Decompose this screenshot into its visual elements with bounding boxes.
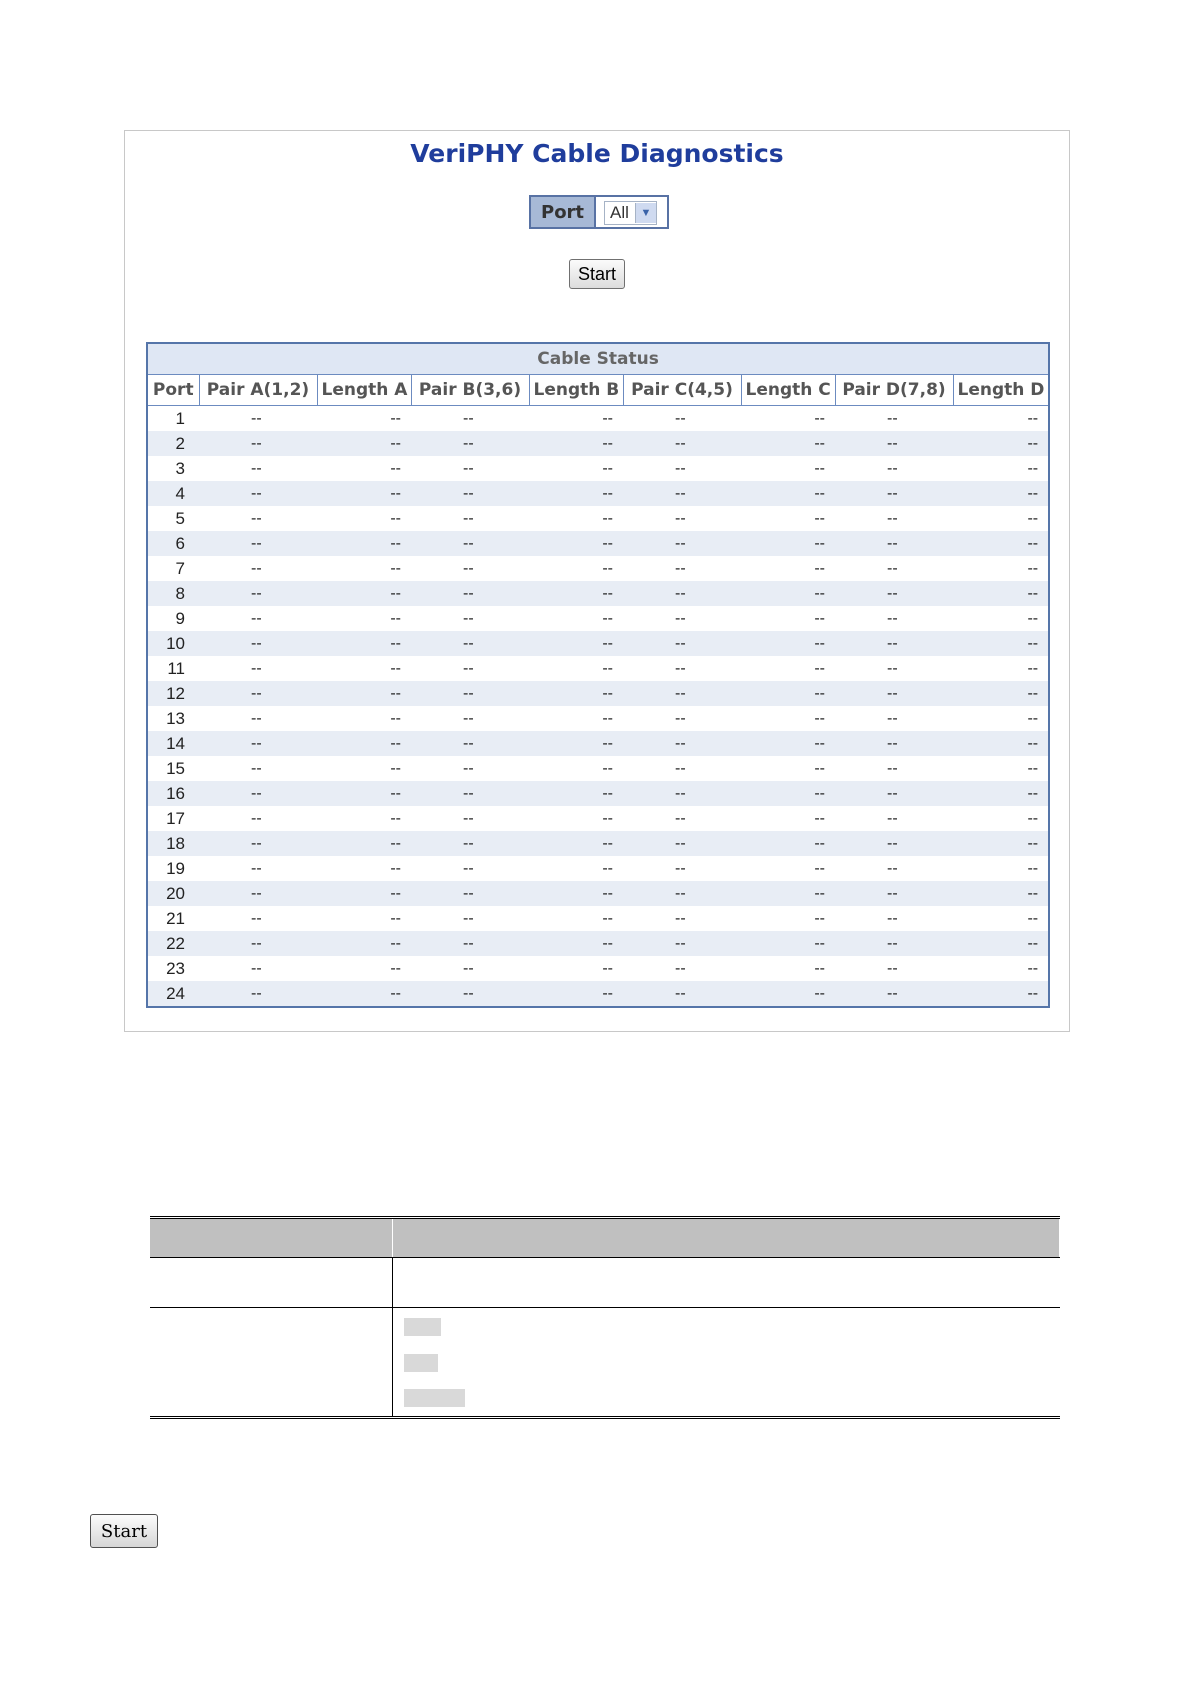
status-cell: -- (411, 731, 529, 756)
status-cell: -- (529, 881, 623, 906)
status-cell: -- (411, 506, 529, 531)
status-cell: -- (741, 531, 835, 556)
status-cell: -- (199, 556, 317, 581)
status-cell: -- (199, 681, 317, 706)
status-cell: -- (953, 506, 1049, 531)
status-cell: -- (199, 481, 317, 506)
status-cell: -- (623, 906, 741, 931)
status-cell: -- (411, 831, 529, 856)
table-row (147, 881, 1049, 906)
status-cell: -- (741, 506, 835, 531)
status-cell: -- (835, 456, 953, 481)
status-cell: -- (317, 631, 411, 656)
status-cell: -- (199, 406, 317, 432)
status-cell: -- (953, 781, 1049, 806)
status-cell: -- (835, 606, 953, 631)
status-cell: -- (317, 406, 411, 432)
status-cell: -- (529, 406, 623, 432)
table-row (147, 431, 1049, 456)
status-cell: -- (623, 456, 741, 481)
status-cell: -- (741, 731, 835, 756)
status-cell: -- (317, 781, 411, 806)
table-row (147, 731, 1049, 756)
status-cell: -- (741, 431, 835, 456)
status-cell: -- (199, 606, 317, 631)
status-cell: -- (741, 931, 835, 956)
status-cell: -- (741, 481, 835, 506)
status-cell: -- (199, 831, 317, 856)
status-cell: -- (199, 881, 317, 906)
chevron-down-icon[interactable]: ▼ (635, 203, 656, 223)
status-cell: -- (199, 706, 317, 731)
status-cell: -- (317, 856, 411, 881)
status-cell: -- (317, 906, 411, 931)
port-cell: 18 (147, 831, 199, 856)
table-row (147, 581, 1049, 606)
table-row (147, 781, 1049, 806)
status-cell: -- (835, 706, 953, 731)
status-cell: -- (199, 531, 317, 556)
table-row (147, 481, 1049, 506)
veriphy-panel (124, 130, 1070, 1032)
status-cell: -- (953, 981, 1049, 1007)
status-cell: -- (623, 731, 741, 756)
port-cell: 15 (147, 756, 199, 781)
column-header: Length C (741, 375, 835, 406)
status-cell: -- (953, 881, 1049, 906)
status-cell: -- (623, 856, 741, 881)
desc-description-cell (393, 1258, 1060, 1308)
status-cell: -- (741, 456, 835, 481)
status-cell: -- (411, 431, 529, 456)
status-cell: -- (953, 531, 1049, 556)
status-cell: -- (953, 856, 1049, 881)
port-cell: 11 (147, 656, 199, 681)
status-cell: -- (199, 981, 317, 1007)
status-cell: -- (741, 831, 835, 856)
status-cell: -- (835, 431, 953, 456)
column-header: Pair D(7,8) (835, 375, 953, 406)
status-cell: -- (741, 981, 835, 1007)
status-cell: -- (953, 631, 1049, 656)
status-cell: -- (953, 731, 1049, 756)
column-header: Length D (953, 375, 1049, 406)
column-header-row (147, 375, 1049, 406)
status-cell: -- (953, 806, 1049, 831)
option-chip (404, 1389, 465, 1407)
desc-row (150, 1308, 1060, 1418)
option-chip (404, 1354, 438, 1372)
port-cell: 9 (147, 606, 199, 631)
start-button-reference[interactable]: Start (90, 1514, 158, 1548)
port-cell: 23 (147, 956, 199, 981)
option-chip (404, 1318, 441, 1336)
table-row (147, 556, 1049, 581)
status-cell: -- (317, 656, 411, 681)
status-cell: -- (317, 581, 411, 606)
port-cell: 16 (147, 781, 199, 806)
status-cell: -- (835, 481, 953, 506)
status-cell: -- (623, 681, 741, 706)
column-header: Pair C(4,5) (623, 375, 741, 406)
status-cell: -- (199, 781, 317, 806)
cable-status-table (146, 342, 1050, 1008)
status-cell: -- (623, 556, 741, 581)
table-row (147, 456, 1049, 481)
table-row (147, 981, 1049, 1007)
status-cell: -- (411, 531, 529, 556)
status-cell: -- (623, 506, 741, 531)
status-cell: -- (411, 781, 529, 806)
parameter-description-table (150, 1216, 1060, 1419)
status-cell: -- (835, 806, 953, 831)
cable-status-body (147, 406, 1049, 1008)
status-cell: -- (529, 581, 623, 606)
column-header: Length B (529, 375, 623, 406)
status-cell: -- (835, 581, 953, 606)
status-cell: -- (623, 831, 741, 856)
status-cell: -- (317, 456, 411, 481)
desc-object-cell (150, 1258, 393, 1308)
status-cell: -- (317, 556, 411, 581)
port-dropdown-value: All (610, 203, 629, 222)
status-cell: -- (411, 881, 529, 906)
status-cell: -- (741, 806, 835, 831)
port-cell: 20 (147, 881, 199, 906)
status-cell: -- (411, 956, 529, 981)
status-cell: -- (411, 981, 529, 1007)
status-cell: -- (317, 931, 411, 956)
status-cell: -- (317, 831, 411, 856)
status-cell: -- (623, 756, 741, 781)
status-cell: -- (623, 931, 741, 956)
port-cell: 24 (147, 981, 199, 1007)
table-row (147, 756, 1049, 781)
status-cell: -- (741, 881, 835, 906)
status-cell: -- (741, 781, 835, 806)
status-cell: -- (199, 931, 317, 956)
port-cell: 8 (147, 581, 199, 606)
status-cell: -- (411, 456, 529, 481)
status-cell: -- (317, 706, 411, 731)
status-cell: -- (741, 656, 835, 681)
status-cell: -- (623, 781, 741, 806)
port-label: Port (531, 197, 596, 227)
status-cell: -- (953, 681, 1049, 706)
status-cell: -- (953, 581, 1049, 606)
status-cell: -- (835, 931, 953, 956)
desc-object-cell (150, 1308, 393, 1418)
status-cell: -- (411, 556, 529, 581)
status-cell: -- (623, 706, 741, 731)
status-cell: -- (953, 556, 1049, 581)
port-cell: 10 (147, 631, 199, 656)
table-row (147, 831, 1049, 856)
status-cell: -- (741, 631, 835, 656)
status-cell: -- (623, 406, 741, 432)
status-cell: -- (529, 906, 623, 931)
status-cell: -- (953, 406, 1049, 432)
status-cell: -- (529, 981, 623, 1007)
status-cell: -- (623, 481, 741, 506)
status-cell: -- (835, 406, 953, 432)
port-selector (529, 195, 669, 229)
status-cell: -- (529, 781, 623, 806)
status-cell: -- (741, 581, 835, 606)
status-cell: -- (529, 706, 623, 731)
table-row (147, 531, 1049, 556)
status-cell: -- (835, 531, 953, 556)
port-cell: 14 (147, 731, 199, 756)
table-row (147, 906, 1049, 931)
status-cell: -- (529, 656, 623, 681)
status-cell: -- (529, 606, 623, 631)
status-cell: -- (741, 956, 835, 981)
status-cell: -- (529, 456, 623, 481)
desc-header-object (150, 1218, 393, 1258)
status-cell: -- (411, 406, 529, 432)
status-cell: -- (529, 506, 623, 531)
status-cell: -- (953, 831, 1049, 856)
status-cell: -- (953, 906, 1049, 931)
port-cell: 2 (147, 431, 199, 456)
status-cell: -- (199, 856, 317, 881)
status-cell: -- (835, 506, 953, 531)
table-row (147, 956, 1049, 981)
table-row (147, 506, 1049, 531)
status-cell: -- (741, 606, 835, 631)
status-cell: -- (953, 931, 1049, 956)
table-row (147, 631, 1049, 656)
port-cell: 13 (147, 706, 199, 731)
status-cell: -- (835, 556, 953, 581)
status-cell: -- (953, 706, 1049, 731)
status-cell: -- (953, 756, 1049, 781)
status-cell: -- (529, 831, 623, 856)
status-cell: -- (529, 531, 623, 556)
status-cell: -- (529, 481, 623, 506)
port-cell: 1 (147, 406, 199, 432)
status-cell: -- (835, 731, 953, 756)
status-cell: -- (623, 881, 741, 906)
status-cell: -- (623, 956, 741, 981)
status-cell: -- (741, 856, 835, 881)
status-cell: -- (953, 956, 1049, 981)
status-cell: -- (623, 656, 741, 681)
status-cell: -- (835, 906, 953, 931)
table-row (147, 931, 1049, 956)
status-cell: -- (835, 631, 953, 656)
table-row (147, 681, 1049, 706)
status-cell: -- (529, 681, 623, 706)
port-cell: 12 (147, 681, 199, 706)
status-cell: -- (317, 981, 411, 1007)
status-cell: -- (411, 631, 529, 656)
port-cell: 4 (147, 481, 199, 506)
status-cell: -- (411, 806, 529, 831)
status-cell: -- (835, 956, 953, 981)
status-cell: -- (317, 531, 411, 556)
status-cell: -- (411, 656, 529, 681)
status-cell: -- (741, 906, 835, 931)
status-cell: -- (199, 906, 317, 931)
table-row (147, 656, 1049, 681)
status-cell: -- (199, 756, 317, 781)
status-cell: -- (953, 656, 1049, 681)
status-cell: -- (317, 681, 411, 706)
status-cell: -- (411, 756, 529, 781)
status-cell: -- (529, 931, 623, 956)
status-cell: -- (317, 756, 411, 781)
status-cell: -- (623, 631, 741, 656)
port-cell: 17 (147, 806, 199, 831)
desc-header-row (150, 1218, 1060, 1258)
status-cell: -- (529, 631, 623, 656)
column-header: Pair A(1,2) (199, 375, 317, 406)
status-cell: -- (317, 606, 411, 631)
table-row (147, 706, 1049, 731)
status-cell: -- (529, 806, 623, 831)
status-cell: -- (529, 956, 623, 981)
status-cell: -- (529, 756, 623, 781)
desc-header-description (393, 1218, 1060, 1258)
status-cell: -- (411, 681, 529, 706)
table-caption: Cable Status (147, 343, 1049, 375)
status-cell: -- (199, 581, 317, 606)
port-cell: 3 (147, 456, 199, 481)
status-cell: -- (529, 431, 623, 456)
status-cell: -- (835, 981, 953, 1007)
status-cell: -- (623, 806, 741, 831)
status-cell: -- (199, 631, 317, 656)
table-row (147, 606, 1049, 631)
status-cell: -- (741, 706, 835, 731)
status-cell: -- (317, 481, 411, 506)
status-cell: -- (199, 731, 317, 756)
status-cell: -- (835, 656, 953, 681)
status-cell: -- (411, 856, 529, 881)
status-cell: -- (411, 906, 529, 931)
status-cell: -- (741, 756, 835, 781)
port-cell: 7 (147, 556, 199, 581)
status-cell: -- (199, 956, 317, 981)
status-cell: -- (199, 506, 317, 531)
status-cell: -- (411, 606, 529, 631)
desc-description-cell (393, 1308, 1060, 1418)
desc-row (150, 1258, 1060, 1308)
status-cell: -- (199, 456, 317, 481)
column-header: Port (147, 375, 199, 406)
status-cell: -- (835, 756, 953, 781)
page-title: VeriPHY Cable Diagnostics (410, 139, 784, 168)
status-cell: -- (199, 431, 317, 456)
status-cell: -- (317, 881, 411, 906)
status-cell: -- (529, 556, 623, 581)
status-cell: -- (411, 931, 529, 956)
start-button[interactable]: Start (569, 259, 625, 289)
status-cell: -- (835, 881, 953, 906)
status-cell: -- (411, 706, 529, 731)
status-cell: -- (835, 681, 953, 706)
status-cell: -- (529, 731, 623, 756)
status-cell: -- (411, 481, 529, 506)
status-cell: -- (623, 606, 741, 631)
status-cell: -- (835, 856, 953, 881)
port-cell: 5 (147, 506, 199, 531)
status-cell: -- (411, 581, 529, 606)
status-cell: -- (199, 806, 317, 831)
status-cell: -- (835, 781, 953, 806)
status-cell: -- (953, 481, 1049, 506)
port-cell: 19 (147, 856, 199, 881)
status-cell: -- (317, 431, 411, 456)
status-cell: -- (953, 606, 1049, 631)
port-cell: 22 (147, 931, 199, 956)
status-cell: -- (199, 656, 317, 681)
status-cell: -- (623, 531, 741, 556)
status-cell: -- (317, 731, 411, 756)
status-cell: -- (317, 506, 411, 531)
column-header: Length A (317, 375, 411, 406)
table-row (147, 406, 1049, 432)
status-cell: -- (623, 581, 741, 606)
status-cell: -- (317, 806, 411, 831)
status-cell: -- (953, 456, 1049, 481)
status-cell: -- (529, 856, 623, 881)
table-row (147, 806, 1049, 831)
column-header: Pair B(3,6) (411, 375, 529, 406)
status-cell: -- (623, 981, 741, 1007)
status-cell: -- (835, 831, 953, 856)
port-cell: 6 (147, 531, 199, 556)
status-cell: -- (741, 406, 835, 432)
status-cell: -- (953, 431, 1049, 456)
status-cell: -- (623, 431, 741, 456)
status-cell: -- (317, 956, 411, 981)
status-cell: -- (741, 681, 835, 706)
table-row (147, 856, 1049, 881)
port-dropdown[interactable] (604, 201, 657, 225)
status-cell: -- (741, 556, 835, 581)
port-cell: 21 (147, 906, 199, 931)
